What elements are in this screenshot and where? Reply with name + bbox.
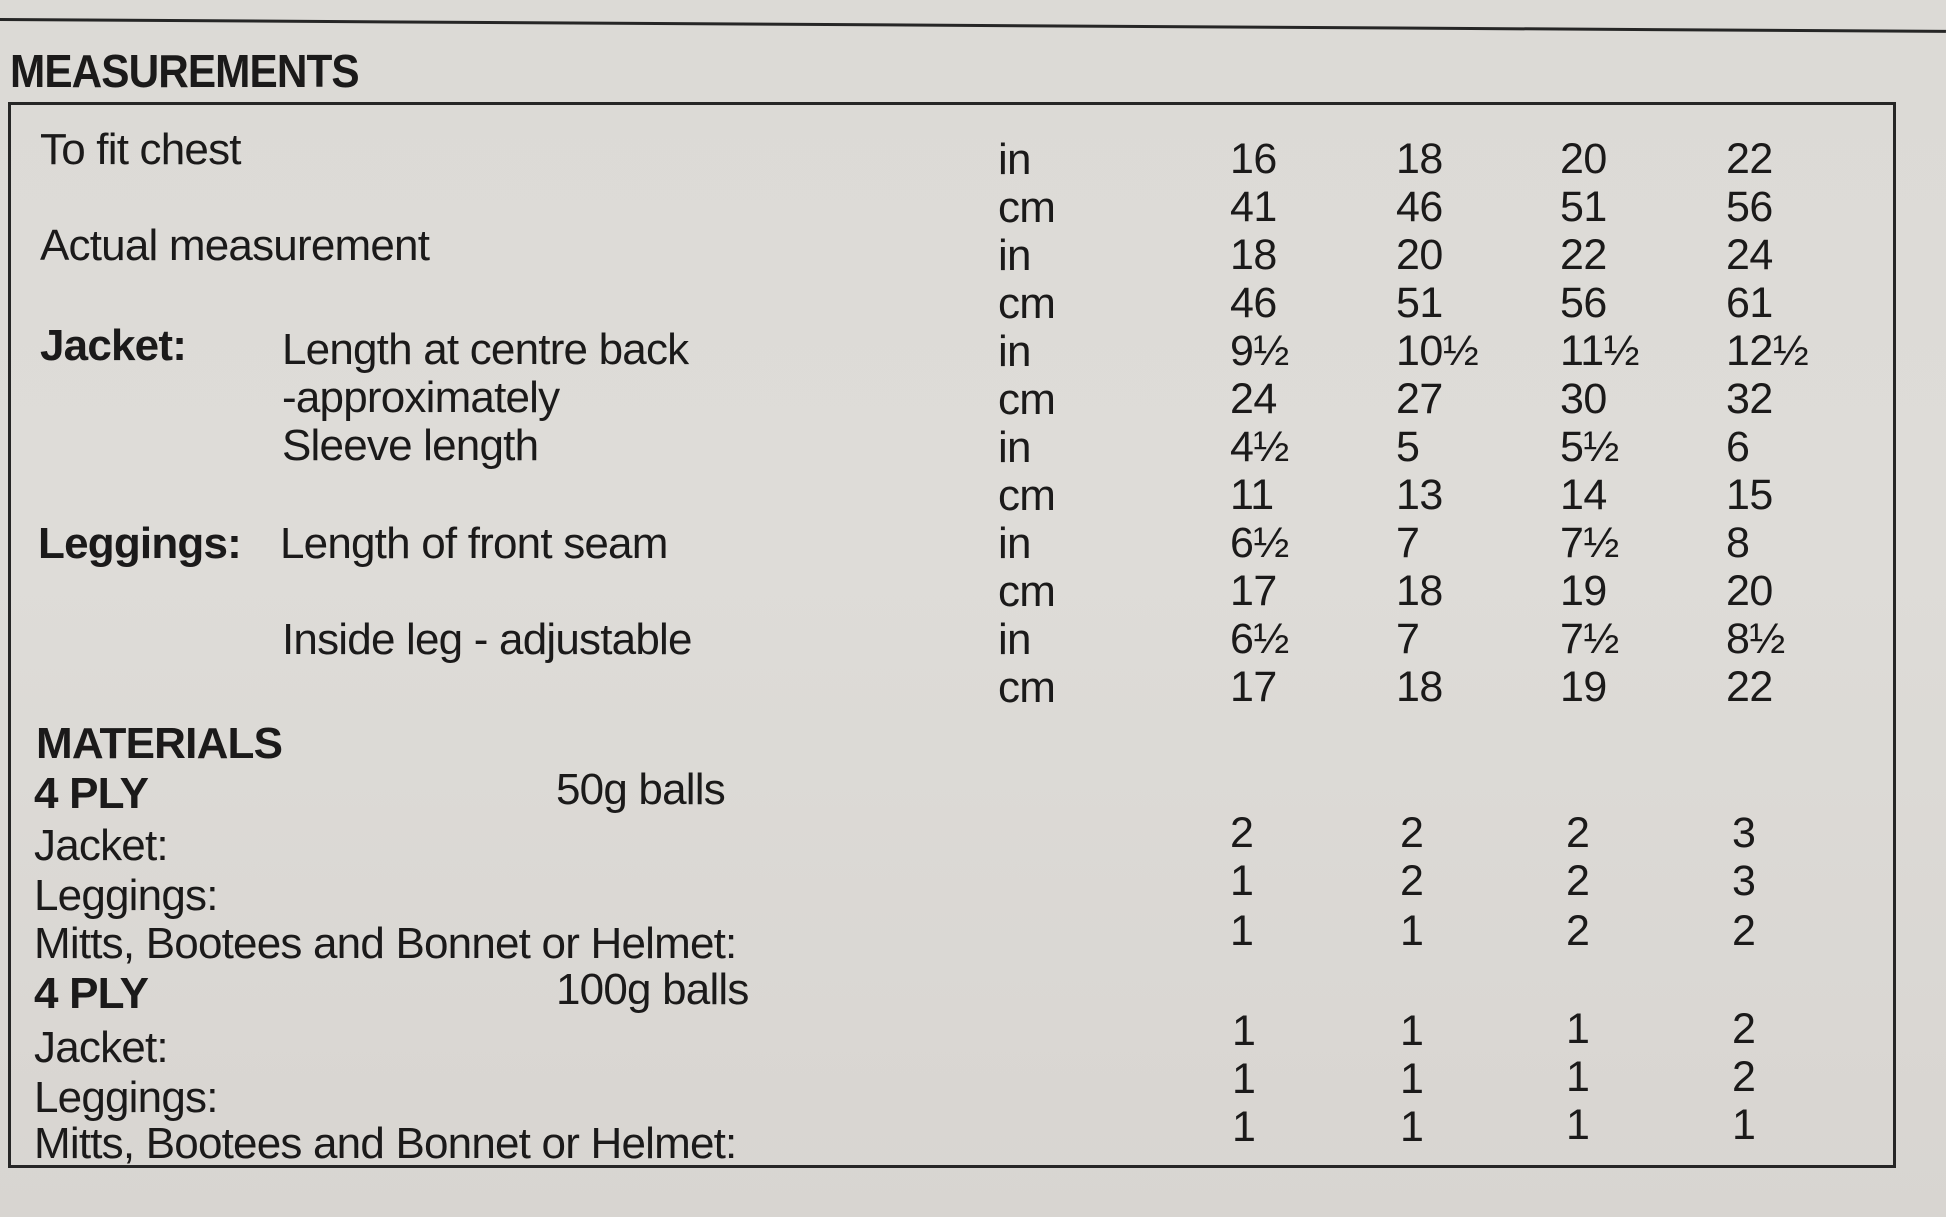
size-value: 30 [1560,375,1607,423]
balls-value: 3 [1732,857,1756,905]
to-fit-chest-label: To fit chest [40,125,241,174]
balls-value: 1 [1732,1101,1756,1149]
front-seam-label: Length of front seam [280,519,668,568]
size-value: 17 [1230,663,1277,711]
size-value: 18 [1230,231,1277,279]
unit-label: in [998,519,1031,568]
balls-value: 1 [1400,1103,1424,1151]
size-value: 6 [1726,423,1750,471]
size-value: 15 [1726,471,1773,519]
size-value: 41 [1230,183,1277,231]
leggings-label: Leggings: [38,519,242,568]
balls-value: 1 [1232,1007,1256,1055]
size-value: 7 [1396,615,1420,663]
size-value: 16 [1230,135,1277,183]
jacket-label: Jacket: [40,321,187,370]
balls-value: 1 [1400,1007,1424,1055]
yarn-label: 4 PLY [34,769,149,818]
unit-label: cm [998,471,1056,520]
size-value: 17 [1230,567,1277,615]
unit-label: cm [998,375,1056,424]
size-value: 19 [1560,567,1607,615]
size-value: 14 [1560,471,1607,519]
size-value: 7½ [1560,615,1619,663]
balls-value: 2 [1732,907,1756,955]
size-value: 22 [1560,231,1607,279]
size-value: 56 [1560,279,1607,327]
balls-value: 1 [1230,907,1254,955]
size-value: 46 [1396,183,1443,231]
size-value: 18 [1396,663,1443,711]
materials-heading: MATERIALS [36,719,283,768]
measurements-heading: MEASUREMENTS [10,45,359,97]
size-value: 6½ [1230,615,1289,663]
size-value: 32 [1726,375,1773,423]
size-value: 8 [1726,519,1750,567]
balls-value: 1 [1566,1101,1590,1149]
material-item-label: Leggings: [34,1073,218,1122]
balls-value: 1 [1400,1055,1424,1103]
size-value: 51 [1396,279,1443,327]
jacket-length-label-line2: -approximately [282,373,560,422]
material-item-label: Mitts, Bootees and Bonnet or Helmet: [34,1119,737,1168]
top-rule [0,18,1946,33]
size-value: 6½ [1230,519,1289,567]
size-value: 24 [1230,375,1277,423]
balls-value: 2 [1566,809,1590,857]
size-value: 27 [1396,375,1443,423]
size-value: 22 [1726,663,1773,711]
unit-label: cm [998,663,1056,712]
sleeve-length-label: Sleeve length [282,421,539,470]
size-value: 22 [1726,135,1773,183]
size-value: 10½ [1396,327,1479,375]
balls-value: 1 [1400,907,1424,955]
ball-size-label: 50g balls [556,765,725,814]
yarn-label: 4 PLY [34,969,149,1018]
size-value: 11½ [1560,327,1639,375]
actual-measurement-label: Actual measurement [40,221,430,270]
unit-label: in [998,615,1031,664]
unit-label: cm [998,279,1056,328]
balls-value: 1 [1566,1005,1590,1053]
size-value: 12½ [1726,327,1809,375]
size-value: 19 [1560,663,1607,711]
unit-label: in [998,135,1031,184]
jacket-length-label-line1: Length at centre back [282,325,689,374]
size-value: 20 [1396,231,1443,279]
balls-value: 2 [1566,907,1590,955]
unit-label: in [998,327,1031,376]
size-value: 24 [1726,231,1773,279]
balls-value: 1 [1232,1103,1256,1151]
material-item-label: Jacket: [34,1023,168,1072]
size-value: 4½ [1230,423,1289,471]
size-value: 5½ [1560,423,1619,471]
balls-value: 2 [1566,857,1590,905]
size-value: 13 [1396,471,1443,519]
size-value: 46 [1230,279,1277,327]
material-item-label: Leggings: [34,871,218,920]
material-item-label: Mitts, Bootees and Bonnet or Helmet: [34,919,737,968]
size-value: 20 [1726,567,1773,615]
unit-label: cm [998,183,1056,232]
unit-label: in [998,423,1031,472]
size-value: 51 [1560,183,1607,231]
size-value: 18 [1396,567,1443,615]
size-value: 18 [1396,135,1443,183]
size-value: 9½ [1230,327,1289,375]
size-value: 56 [1726,183,1773,231]
unit-label: cm [998,567,1056,616]
size-value: 5 [1396,423,1420,471]
balls-value: 2 [1732,1005,1756,1053]
balls-value: 1 [1230,857,1254,905]
balls-value: 1 [1566,1053,1590,1101]
size-value: 11 [1230,471,1274,519]
balls-value: 2 [1400,857,1424,905]
size-value: 7½ [1560,519,1619,567]
balls-value: 2 [1732,1053,1756,1101]
material-item-label: Jacket: [34,821,168,870]
size-value: 7 [1396,519,1420,567]
size-value: 61 [1726,279,1773,327]
balls-value: 2 [1230,809,1254,857]
unit-label: in [998,231,1031,280]
balls-value: 3 [1732,809,1756,857]
inside-leg-label: Inside leg - adjustable [282,615,692,664]
balls-value: 1 [1232,1055,1256,1103]
size-value: 8½ [1726,615,1785,663]
size-value: 20 [1560,135,1607,183]
ball-size-label: 100g balls [556,965,749,1014]
balls-value: 2 [1400,809,1424,857]
